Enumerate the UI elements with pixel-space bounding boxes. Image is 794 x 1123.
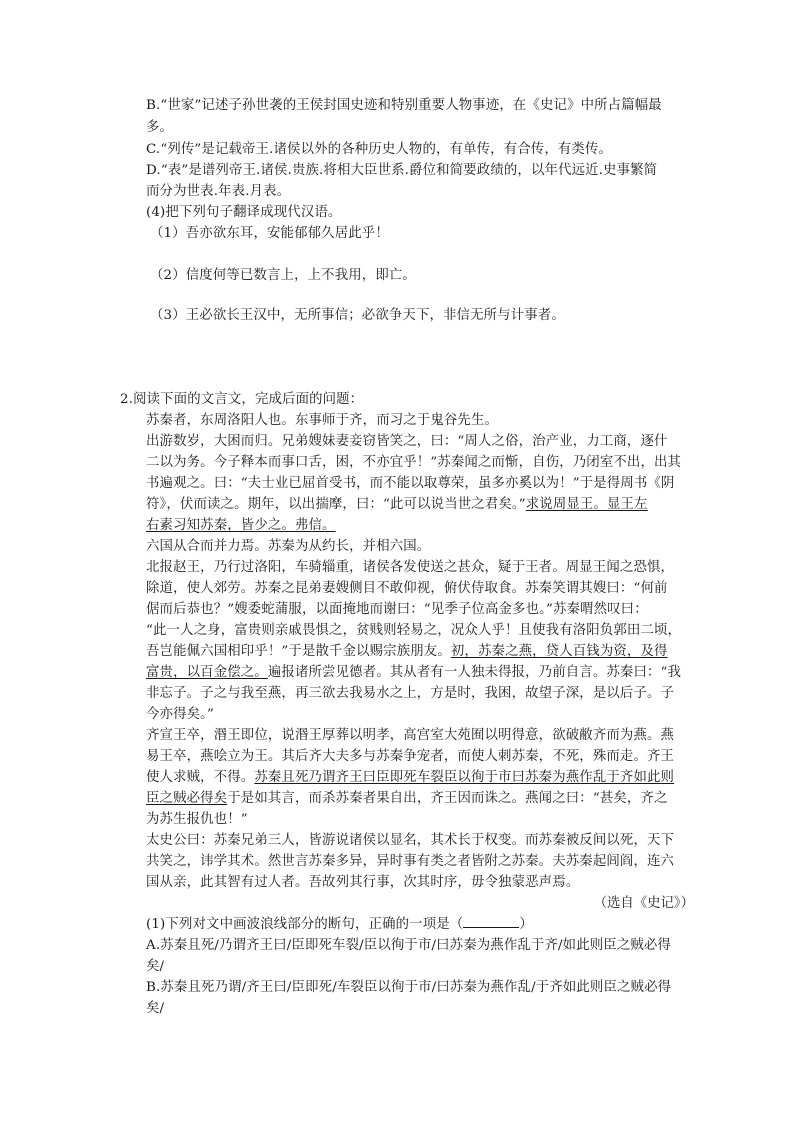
option-c-line: C.“列传”是记载帝王.诸侯以外的各种历史人物的，有单传，有合传，有类传。 bbox=[146, 142, 613, 157]
passage-text: 符》，伏而读之。期年，以出揣摩，曰：“此可以说当世之君矣。” bbox=[146, 497, 526, 512]
option-d-line1: D.“表”是谱列帝王.诸侯.贵族.将相大臣世系.爵位和简要政绩的，以年代远近.史事繁简 bbox=[146, 163, 658, 178]
passage-line: 共笑之，讳学其术。然世言苏秦多异，异时事有类之者皆附之苏秦。夫苏秦起闾阎，连六 bbox=[146, 854, 675, 869]
underlined-sentence: 初，苏秦之燕，贷人百钱为资，及得 bbox=[450, 644, 668, 659]
wavy-underlined-sentence: 臣之贼必得矣 bbox=[146, 791, 228, 806]
underlined-sentence: 富贵，以百金偿之。 bbox=[146, 665, 268, 680]
passage-line: 易王卒，燕哙立为王。其后齐大夫多与苏秦争宠者，而使人刺苏秦，不死，殊而走。齐王 bbox=[146, 749, 675, 764]
passage-line bbox=[146, 663, 681, 683]
passage-text: 于是如其言，而杀苏秦者果自出，齐王因而诛之。燕闻之曰：“甚矣，齐之 bbox=[227, 791, 668, 806]
passage-line: 出游数岁，大困而归。兄弟嫂妹妻妾窃皆笑之，曰：“周人之俗，治产业，力工商，逐什 bbox=[146, 434, 668, 449]
wavy-underlined-sentence: 苏秦且死乃谓齐王曰臣即死车裂臣以徇于市曰苏秦为燕作乱于齐如此则 bbox=[254, 770, 675, 785]
underlined-sentence: 右素习知苏秦，皆少之。弗信。 bbox=[146, 518, 336, 533]
passage-line: 非忘子。子之与我至燕，再三欲去我易水之上，方是时，我困，故望子深，是以后子。子 bbox=[146, 686, 675, 701]
passage-line bbox=[146, 495, 648, 515]
passage-text: 遍报诸所尝见德者。其从者有一人独未得报，乃前自言。苏秦曰：“我 bbox=[267, 665, 682, 680]
translate-sentence-3: （3）王必欲长王汉中，无所事信；必欲争天下，非信无所与计事者。 bbox=[150, 308, 565, 323]
passage-line: 除道，使人郊劳。苏秦之昆弟妻嫂侧目不敢仰视，俯伏侍取食。苏秦笑谓其嫂曰：“何前 bbox=[146, 581, 668, 596]
question-2-heading: 2.阅读下面的文言文，完成后面的问题： bbox=[120, 392, 364, 407]
passage-line bbox=[146, 642, 668, 662]
option-a-line1: A.苏秦且死/乃谓齐王曰/臣即死车裂/臣以徇于市/曰苏秦为燕作乱于齐/如此则臣之贼必得 bbox=[146, 938, 671, 953]
option-a-line2: 矣/ bbox=[146, 959, 165, 974]
option-b-choice-line2: 矣/ bbox=[146, 1001, 165, 1016]
passage-line: 六国从合而并力焉。苏秦为从约长，并相六国。 bbox=[146, 539, 431, 554]
passage-line: “此一人之身，富贵则亲戚畏惧之，贫贱则轻易之，况众人乎！且使我有洛阳负郭田二顷， bbox=[146, 623, 682, 638]
passage-line bbox=[146, 768, 674, 788]
passage-line: 国从亲，此其智有过人者。吾故列其行事，次其时序，毋令独蒙恶声焉。 bbox=[146, 875, 580, 890]
passage-line: 二以为务。今子释本而事口舌，困，不亦宜乎！”苏秦闻之而惭，自伤，乃闭室不出，出其 bbox=[146, 455, 682, 470]
source-citation: （选自《史记》） bbox=[593, 896, 694, 911]
option-b-line2: 多。 bbox=[146, 120, 174, 135]
translate-sentence-2: （2）信度何等已数言上，上不我用，即亡。 bbox=[150, 268, 416, 283]
answer-blank[interactable] bbox=[463, 915, 519, 928]
option-b-line1: B.“世家”记述子孙世袭的王侯封国史迹和特别重要人物事迹，在《史记》中所占篇幅最 bbox=[146, 98, 662, 113]
translate-sentence-1: （1）吾亦欲东耳，安能郁郁久居此乎！ bbox=[150, 226, 389, 241]
passage-text: 使人求贼，不得。 bbox=[146, 770, 255, 785]
option-b-choice-line1: B.苏秦且死乃谓/齐王曰/臣即死/车裂臣以徇于市/曰苏秦为燕作乱/于齐如此则臣之贼必得 bbox=[146, 980, 672, 995]
option-d-line2: 而分为世表.年表.月表。 bbox=[146, 184, 291, 199]
passage-line: 倨而后恭也？”嫂委蛇蒲服，以面掩地而谢曰：“见季子位高金多也。”苏秦喟然叹曰： bbox=[146, 602, 648, 617]
passage-line: 为苏生报仇也！” bbox=[146, 812, 248, 827]
passage-line: 齐宣王卒，湣王即位，说湣王厚葬以明孝，高宫室大苑囿以明得意，欲破敝齐而为燕。燕 bbox=[146, 728, 675, 743]
passage-text: 吾岂能佩六国相印乎！”于是散千金以赐宗族朋友。 bbox=[146, 644, 451, 659]
question-4-title: (4)把下列句子翻译成现代汉语。 bbox=[146, 205, 342, 220]
passage-line: 今亦得矣。” bbox=[146, 707, 214, 722]
passage-line bbox=[146, 789, 668, 809]
underlined-sentence: 求说周显王。显王左 bbox=[525, 497, 648, 512]
passage-line: 苏秦者，东周洛阳人也。东事师于齐，而习之于鬼谷先生。 bbox=[146, 413, 499, 428]
passage-line: 太史公曰：苏秦兄弟三人，皆游说诸侯以显名，其术长于权变。而苏秦被反间以死，天下 bbox=[146, 833, 675, 848]
passage-line: 书遍观之。曰：“夫士业已屈首受书，而不能以取尊荣，虽多亦奚以为！”于是得周书《阴 bbox=[146, 476, 675, 491]
sub-question-1: (1)下列对文中画波浪线部分的断句，正确的一项是（ ） bbox=[146, 917, 533, 932]
passage-line: 北报赵王，乃行过洛阳，车骑辎重，诸侯各发使送之甚众，疑于王者。周显王闻之恐惧， bbox=[146, 560, 675, 575]
